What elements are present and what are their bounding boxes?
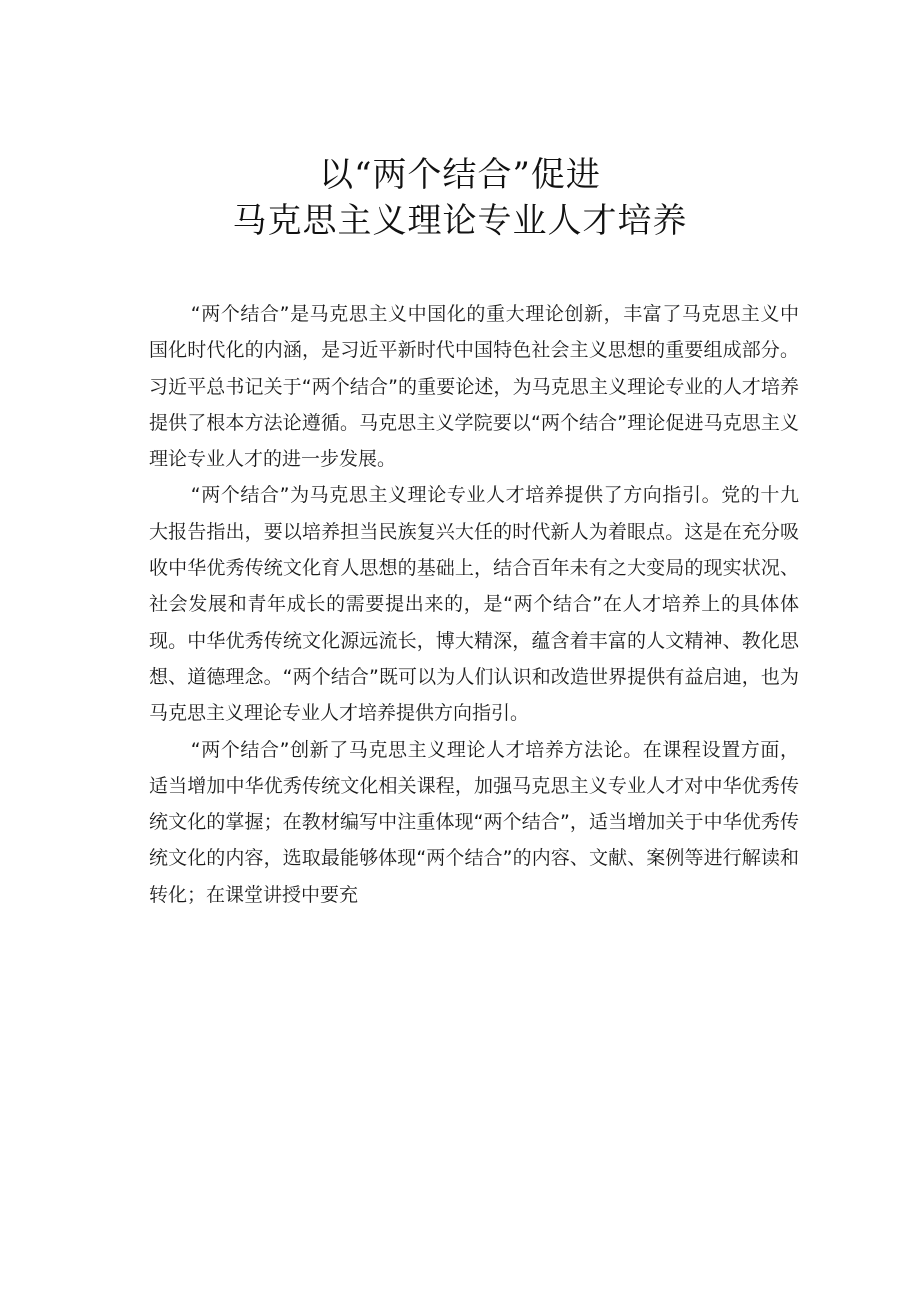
paragraph-3: “两个结合”创新了马克思主义理论人才培养方法论。在课程设置方面，适当增加中华优秀传统文化相关课程，加强马克思主义专业人才对中华优秀传统文化的掌握；在教材编写中注重体现“两个结合”，适当增加关于中华优秀传统文化的内容，选取最能够体现“两个结合”的内容、文献、案例等进行解读和转化；在课堂讲授中要充	[149, 738, 799, 906]
paragraph-1: “两个结合”是马克思主义中国化的重大理论创新，丰富了马克思主义中国化时代化的内涵，是习近平新时代中国特色社会主义思想的重要组成部分。习近平总书记关于“两个结合”的重要论述，为马克思主义理论专业的人才培养提供了根本方法论遵循。马克思主义学院要以“两个结合”理论促进马克思主义理论专业人才的进一步发展。	[149, 303, 799, 471]
document-body	[149, 296, 799, 913]
paragraph-2: “两个结合”为马克思主义理论专业人才培养提供了方向指引。党的十九大报告指出，要以培养担当民族复兴大任的时代新人为着眼点。这是在充分吸收中华优秀传统文化育人思想的基础上，结合百年未有之大变局的现实状况、社会发展和青年成长的需要提出来的，是“两个结合”在人才培养上的具体体现。中华优秀传统文化源远流长，博大精深，蕴含着丰富的人文精神、教化思想、道德理念。“两个结合”既可以为人们认识和改造世界提供有益启迪，也为马克思主义理论专业人才培养提供方向指引。	[149, 484, 799, 725]
document-title	[0, 152, 920, 244]
title-line-1: 以“两个结合”促进	[319, 155, 601, 195]
title-line-2: 马克思主义理论专业人才培养	[232, 201, 688, 241]
